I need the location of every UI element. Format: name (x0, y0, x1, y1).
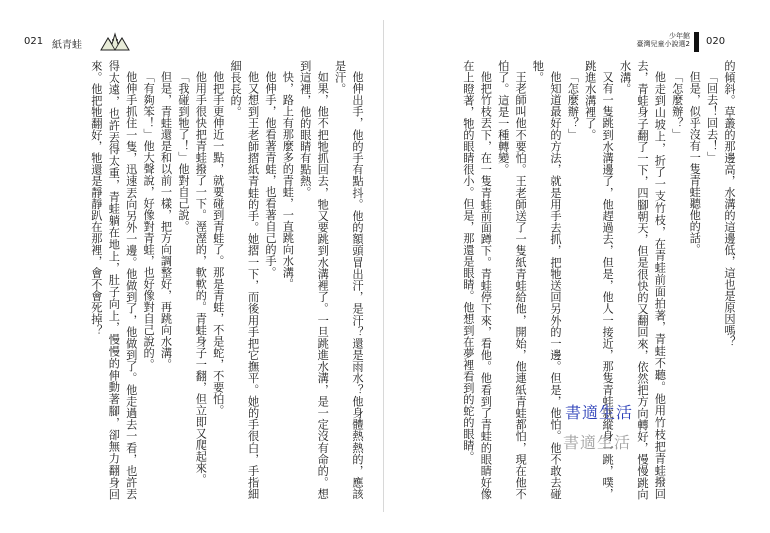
series-name: 少年館 (669, 32, 690, 40)
paragraph: 他把手更伸近一點，就要碰到青蛙了。那是青蛙，不是蛇，不要怕。 (211, 71, 225, 417)
watermark-secondary: 書適生活 (563, 433, 632, 452)
paragraph: 但是，青蛙還是和以前一樣，把方向調整好，再跳向水溝。 (159, 71, 173, 371)
left-page-header (24, 32, 364, 56)
paragraph: 快，路上有那麼多的青蛙，一直跳向水溝。 (281, 71, 295, 290)
paragraph: 「回去！回去！」 (705, 71, 719, 164)
paragraph: 他用手很快把青蛙撥了一下。溼溼的，軟軟的。青蛙身子一翻，但立即又爬起來。 (194, 71, 208, 486)
right-page-number: 020 (706, 36, 726, 47)
left-page-number: 021 (24, 36, 44, 47)
paragraph: 他伸出手，他的手有點抖。他的額頭冒出汗，是汗？還是雨水？他身體熱熱的，應該是汗。 (333, 60, 364, 500)
paragraph: 他伸手抓住一隻，迅速丟向另外一邊。他做到了，他做到了。他走過去一看，也許丟得太遠，也許丟得太重，青蛙躺在地上，肚子向上，慢慢的伸動著腳，卻無力翻身回來。他把牠翻好，牠還是靜靜趴在那裡，會不會死掉？ (89, 60, 138, 500)
book-title: 紙青蛙 (52, 40, 82, 51)
series-subtitle: 臺灣兒童小說選2 (636, 40, 690, 49)
left-page-text (30, 60, 366, 500)
frog-icon (98, 32, 132, 52)
paragraph: 「怎麼辦？」 (670, 71, 684, 141)
paragraph: 又有一隻跳到水溝邊了，他趕過去，但是，他人一接近，那隻青蛙就縱身一跳，噗，跳進水溝裡了。 (583, 60, 615, 500)
book-spine (383, 20, 384, 512)
left-page (14, 22, 380, 510)
paragraph: 的傾斜。草叢的那邊高，水溝的這邊低，這也是原因嗎？ (723, 60, 736, 348)
paragraph: 「有夠笨！」他大聲說，好像對青蛙，也好像對自己說的。 (142, 71, 156, 371)
watermark-primary: 書適生活 (565, 403, 634, 422)
paragraph: 他伸手，他看著青蛙，也看著自己的手。 (263, 71, 277, 279)
paragraph: 他把竹枝丟下，在一隻青蛙前面蹲下。青蛙停下來，看他。他看到了青蛙的眼睛好像在上瞪著，牠的眼睛很小。但是，那還是眼睛。他想到在夢裡看到的蛇的眼睛。 (461, 60, 493, 500)
paragraph: 「怎麼辦？」 (566, 71, 580, 141)
header-bar-icon (694, 32, 699, 52)
paragraph: 但是，似乎沒有一隻青蛙聽他的話。 (688, 71, 702, 256)
right-page-header (390, 32, 746, 56)
paragraph: 他又想到王老師摺紙青蛙的手。她摺一下，而後用手把它撫平。她的手很白，手指細細長長的。 (229, 60, 260, 500)
paragraph: 他走到山坡上，折了一支竹枝，在青蛙前面拍著，青蛙不聽。他用竹枝把青蛙撥回去，青蛙身子翻了一下，四腳朝天，但是很快的又翻回來，依然把方向轉好，慢慢跳向水溝。 (618, 60, 667, 500)
series-label (630, 32, 690, 48)
paragraph: 如果，他不把牠抓回去，牠又要跳到水溝裡了。一旦跳進水溝，是一定沒有命的。想到這裡，他的眼睛有點熱。 (298, 60, 330, 500)
paragraph: 「我碰到牠了！」他對自己說。 (176, 71, 190, 233)
right-page (390, 22, 756, 510)
paragraph: 他知道最好的方法，就是用手去抓，把牠送回另外的一邊。但是，他怕。他不敢去碰牠。 (531, 60, 562, 500)
paragraph: 王老師叫他不要怕。王老師送了一隻紙青蛙給他，開始，他連紙青蛙都怕，現在他不怕了。這是一種轉變。 (496, 60, 528, 500)
